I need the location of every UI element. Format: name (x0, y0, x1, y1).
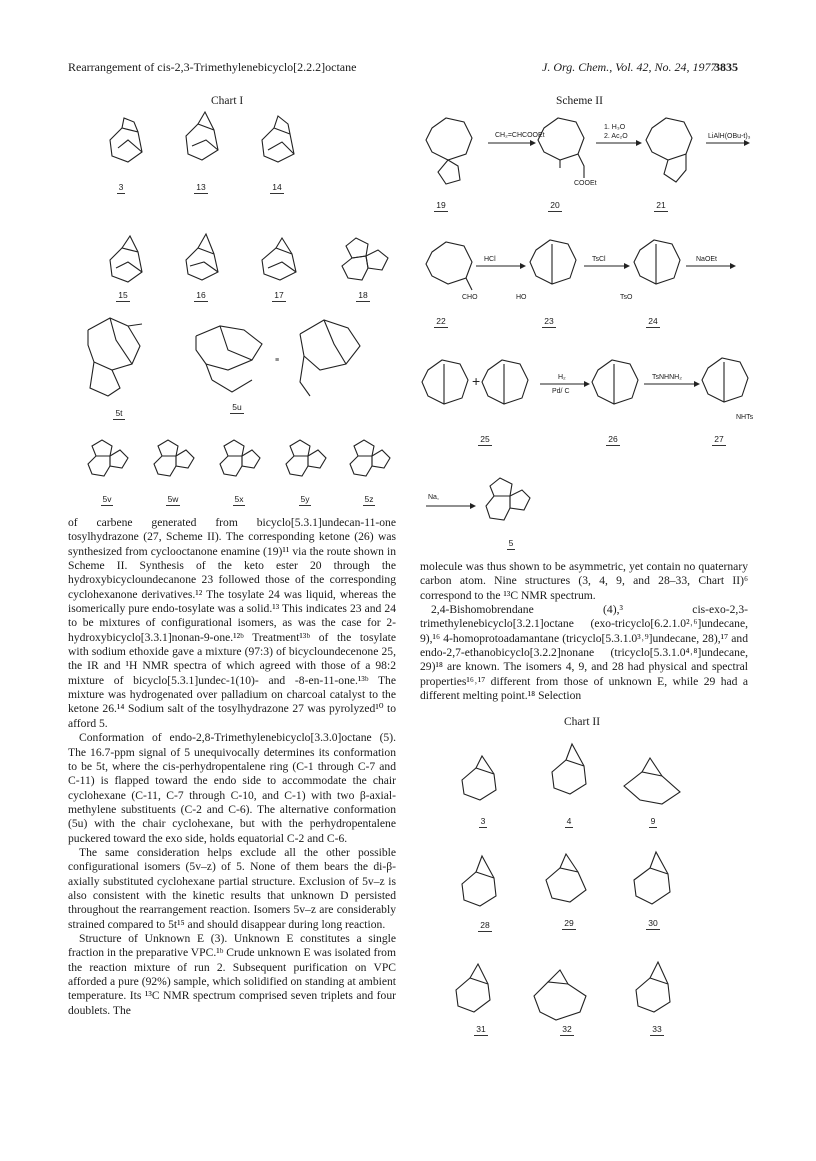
reagent-label: LiAlH(OBu-t)₃ (708, 133, 751, 140)
compound-label: 5y (300, 494, 310, 504)
reagent-label: Na, (428, 494, 439, 501)
compound-label: 5u (232, 402, 242, 412)
paragraph: Structure of Unknown E (3). Unknown E constitutes a single fraction in the preparative VPC.¹ᵇ Crude unknown E was isolated from the reaction mixture of run 2. Subsequent purification on VPC afforded a pure (92%) sample, which solidified on standing at ambient temperature. Its ¹³C NMR spectrum comprised seven triplets and four doublets. The (68, 931, 396, 1017)
compound-label: 25 (480, 434, 490, 444)
reagent-label: 1. H₃O (604, 124, 626, 131)
paragraph: 2,4-Bishomobrendane (4),³ cis-exo-2,3-trimethylenebicyclo[3.2.1]octane (exo-tricyclo[6.2.1.0²˒⁶]undecane, 9),¹⁶ 4-homoprotoadamantane (tricyclo[5.3.1.0³˒⁹]undecane, 28),¹⁷ and endo-2,7-ethanobicyclo[3.2.2]nonane (tricyclo[5.3.1.0⁴˒⁸]undecane, 29)¹⁸ are known. The isomers 4, 9, and 28 had physical and spectral properties¹⁶˒¹⁷ different from those of unknown E, while 29 had a different melting point.¹⁸ Selection (420, 603, 748, 703)
compound-label: 27 (714, 434, 724, 444)
chart-i-title: Chart I (211, 95, 244, 107)
compound-label: 13 (196, 182, 206, 192)
structure-ii-9 (624, 758, 680, 804)
compound-label: 31 (476, 1024, 486, 1034)
paragraph: of carbene generated from bicyclo[5.3.1]undecan-11-one tosylhydrazone (27, Scheme II). The corresponding ketone (26) was synthesized from cyclooctanone enamine (19)¹¹ via the route shown in Scheme II. Synthesis of the keto ester 20 through the hydroxybicycloundecanone 23 followed those of the corresponding cyclohexanone derivatives.¹² The tosylate 24 was liquid, whereas the isomerically pure endo-tosylate was a solid.¹³ This indicates 23 and 24 to be mixtures of configurational isomers, as was the case for 2-hydroxybicyclo[3.3.1]nonan-9-one.¹²ᵇ Treatment¹³ᵇ of the tosylate with sodium ethoxide gave a mixture (97:3) of bicycloundecenone 25, the IR and ¹H NMR spectra of which agreed with those of a 98:2 mixture of bicyclo[5.3.1]undec-1(10)- and -8-en-11-one.¹³ᵇ The mixture was hydrogenated over palladium on charcoal catalyst to the ketone 26.¹⁴ Sodium salt of the tosylhydrazone 27 was pyrolyzed¹⁰ to afford 5. (68, 516, 396, 730)
structure-ii-4 (552, 744, 586, 794)
reagent-label: 2. Ac₂O (604, 133, 628, 140)
compound-label: 20 (550, 200, 560, 210)
structure-ii-3 (462, 756, 496, 800)
group-label: CHO (462, 294, 478, 301)
journal-citation: J. Org. Chem., Vol. 42, No. 24, 1977 (542, 60, 717, 74)
compound-label: 30 (648, 918, 658, 928)
compound-label: 19 (436, 200, 446, 210)
group-label: TsO (620, 294, 633, 301)
compound-label: 17 (274, 290, 284, 300)
paragraph: Conformation of endo-2,8-Trimethylenebicyclo[3.3.0]octane (5). The 16.7-ppm signal of 5 unequivocally determines its conformation to be 5t, where the cis-perhydropentalene ring (C-1 through C-7 and C-11) is flapped toward the endo side to accommodate the chair cyclohexane (C-11, C-7 through C-10, and C-1) with two β-axial-methylene substituents (C-2 and C-6). The alternative conformation (5u) with the chair cyclohexane, but with the perhydropentalene puckered toward the exo side, holds equatorial C-2 and C-6. (68, 731, 396, 845)
compound-label: 26 (608, 434, 618, 444)
reagent-label: TsNHNH₂ (652, 374, 682, 381)
compound-label: 14 (272, 182, 282, 192)
equivalence-sign: ≡ (275, 357, 280, 364)
chart-ii-title: Chart II (564, 716, 601, 728)
compound-label: 5x (234, 494, 244, 504)
structure-ii-30 (634, 852, 670, 904)
reagent-label: CH₂=CHCOOEt (495, 132, 545, 139)
svg-text:+: + (472, 373, 481, 389)
reagent-label: H₂ (558, 374, 566, 381)
compound-label: 18 (358, 290, 368, 300)
compound-label: 28 (480, 920, 490, 930)
group-label: NHTs (736, 414, 754, 421)
reagent-label: TsCl (592, 256, 606, 263)
reagent-label: HCl (484, 256, 496, 263)
paragraph: The same consideration helps exclude all the other possible configurational isomers (5v–z) of 5. None of them bears the di-β-axially substituted cyclohexane partial structure. Exclusion of 5v–z is also consistent with the kinetic results that unknown D persisted throughout the rearrangement reaction. Isomers 5v–z are considerably strained compared to 5t¹⁵ and should disappear during long reaction. (68, 845, 396, 931)
reagent-label: NaOEt (696, 256, 718, 263)
structure-ii-28 (462, 856, 496, 906)
paragraph: molecule was thus shown to be asymmetric, yet contain no quaternary carbon atom. Nine structures (3, 4, 9, and 28–33, Chart II)⁶ correspond to the ¹³C NMR spectrum. (420, 560, 748, 602)
compound-label: 5t (115, 408, 123, 418)
compound-label: 24 (648, 316, 658, 326)
compound-label: 3 (480, 816, 486, 826)
compound-label: 32 (562, 1024, 572, 1034)
compound-label: 9 (650, 816, 656, 826)
reagent-label: Pd/ C (552, 388, 570, 395)
running-header-title: Rearrangement of cis-2,3-Trimethylenebicyclo[2.2.2]octane (68, 60, 357, 74)
structure-ii-32 (534, 970, 586, 1020)
structure-ii-29 (546, 854, 586, 902)
compound-label: 22 (436, 316, 446, 326)
compound-label: 15 (118, 290, 128, 300)
group-label: COOEt (574, 180, 597, 187)
compound-label: 5 (508, 538, 514, 548)
compound-label: 23 (544, 316, 554, 326)
compound-label: 3 (118, 182, 124, 192)
compound-label: 21 (656, 200, 666, 210)
structure-ii-33 (636, 962, 670, 1012)
compound-label: 33 (652, 1024, 662, 1034)
structure-ii-31 (456, 964, 490, 1012)
compound-label: 5w (167, 494, 179, 504)
compound-label: 5v (102, 494, 112, 504)
compound-label: 29 (564, 918, 574, 928)
page-number: 3835 (714, 60, 738, 74)
compound-label: 4 (566, 816, 572, 826)
scheme-ii-title: Scheme II (556, 95, 603, 107)
compound-label: 16 (196, 290, 206, 300)
compound-label: 5z (364, 494, 374, 504)
group-label: HO (516, 294, 527, 301)
